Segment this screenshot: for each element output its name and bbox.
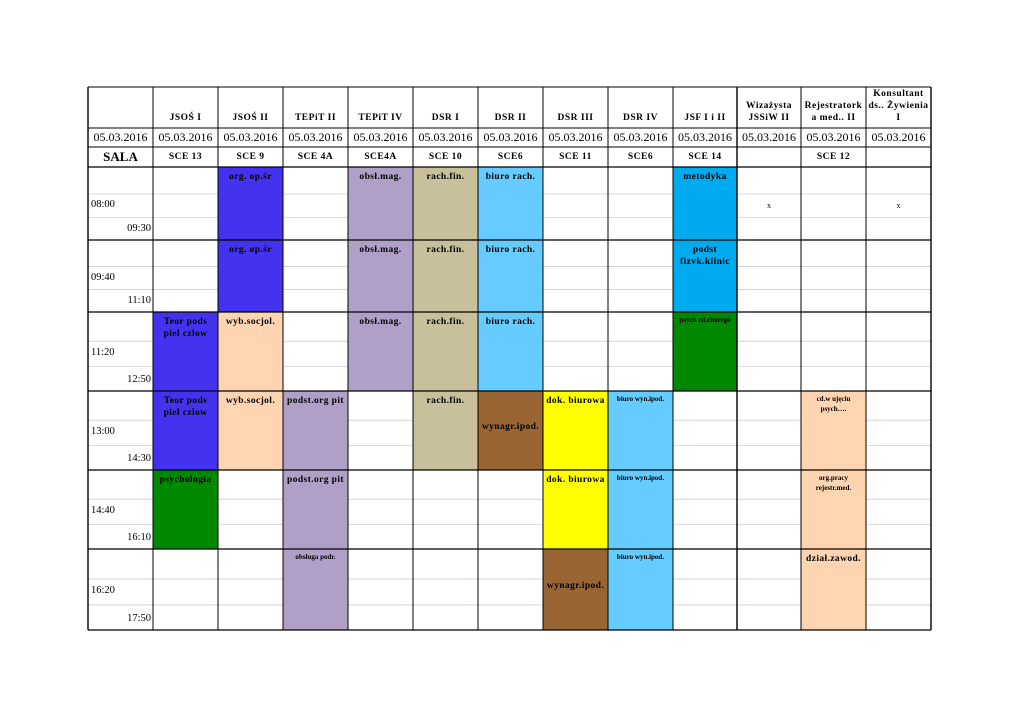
column-header: Wizażysta JSSiW II xyxy=(745,101,792,123)
class-label: dok. biurowa xyxy=(546,475,605,485)
date-cell: 05.03.2016 xyxy=(871,130,926,144)
date-cell: 05.03.2016 xyxy=(418,130,473,144)
column-header: DSR III xyxy=(557,113,594,123)
class-label: obsł.mag. xyxy=(359,172,402,182)
class-label: rach.fin. xyxy=(426,245,465,255)
class-label: podst.org pit xyxy=(287,475,344,485)
class-label: biuro rach. xyxy=(485,245,536,255)
column-header: JSF I i II xyxy=(684,113,726,123)
date-cell: 05.03.2016 xyxy=(223,130,278,144)
class-label: Teor pods piel czlow xyxy=(163,396,208,418)
room-cell: SCE 12 xyxy=(816,152,851,162)
slot-start-time: 14:40 xyxy=(91,504,115,516)
class-label: biuro rach. xyxy=(485,317,536,327)
date-cell: 05.03.2016 xyxy=(678,130,732,144)
room-cell: SCE 9 xyxy=(236,152,265,162)
date-cell: 05.03.2016 xyxy=(613,130,668,144)
room-cell: SCE6 xyxy=(627,152,654,162)
slot-end-time: 16:10 xyxy=(127,532,151,543)
class-label: biuro rach. xyxy=(485,172,536,182)
class-label: wynagr.ipod. xyxy=(481,422,540,433)
class-label: obsługa podr. xyxy=(295,553,336,561)
class-label: org.pracy rejestr.med. xyxy=(815,474,852,492)
date-cell: 05.03.2016 xyxy=(93,130,148,144)
column-header: Rejestratork a med.. II xyxy=(804,101,863,123)
room-cell: SCE4A xyxy=(364,152,397,162)
mark-x: x xyxy=(896,200,901,210)
slot-start-time: 16:20 xyxy=(91,584,115,596)
column-header: DSR IV xyxy=(623,113,658,123)
column-header: TEPiT II xyxy=(294,113,337,123)
room-cell: SCE6 xyxy=(497,152,524,162)
date-cell: 05.03.2016 xyxy=(548,130,603,144)
slot-start-time: 09:40 xyxy=(91,271,115,283)
slot-end-time: 09:30 xyxy=(127,223,151,234)
class-label: psychologia xyxy=(159,475,212,485)
slot-end-time: 17:50 xyxy=(127,613,151,624)
mark-x: x xyxy=(767,200,771,210)
class-label: podst.org pit xyxy=(287,396,344,406)
class-label: dok. biurowa xyxy=(546,396,605,406)
column-header: DSR I xyxy=(431,113,460,123)
class-label: rach.fin. xyxy=(426,396,465,406)
column-header: DSR II xyxy=(494,113,527,123)
class-label: biuro wyn.ipod. xyxy=(616,553,665,561)
date-cell: 05.03.2016 xyxy=(353,130,408,144)
date-cell: 05.03.2016 xyxy=(158,130,213,144)
column-header: JSOŚ II xyxy=(232,113,269,123)
class-label: podst fizvk.klinic xyxy=(680,245,730,267)
date-cell: 05.03.2016 xyxy=(742,130,796,144)
slot-end-time: 12:50 xyxy=(127,374,151,385)
room-cell: SCE 14 xyxy=(688,152,722,162)
class-label: rach.fin. xyxy=(426,172,465,182)
slot-end-time: 11:10 xyxy=(127,295,151,306)
class-label: obsł.mag. xyxy=(359,245,402,255)
slot-start-time: 11:20 xyxy=(91,346,115,358)
slot-start-time: 08:00 xyxy=(91,199,115,211)
room-cell: SCE 4A xyxy=(297,152,334,162)
class-label: biuro wyn.ipod. xyxy=(616,474,665,482)
sala-label: SALA xyxy=(103,149,138,164)
class-label: org. op.śr xyxy=(229,245,272,255)
date-cell: 05.03.2016 xyxy=(806,130,861,144)
class-label: Teor pods piel czlow xyxy=(163,317,208,339)
class-label: metodyka xyxy=(683,172,727,182)
room-cell: SCE 11 xyxy=(559,152,592,162)
date-cell: 05.03.2016 xyxy=(288,130,343,144)
column-header: TEPiT IV xyxy=(358,113,403,123)
class-label: wyb.socjol. xyxy=(225,317,276,327)
class-label: org. op.śr xyxy=(229,172,272,182)
room-cell: SCE 10 xyxy=(428,152,463,162)
column-header: JSOŚ I xyxy=(169,113,202,123)
slot-end-time: 14:30 xyxy=(127,453,151,464)
class-label: biuro wyn.ipod. xyxy=(616,395,665,403)
class-label: rach.fin. xyxy=(426,317,465,327)
room-cell: SCE 13 xyxy=(168,152,203,162)
date-cell: 05.03.2016 xyxy=(483,130,538,144)
slot-start-time: 13:00 xyxy=(91,425,115,437)
class-label: dział.zawod. xyxy=(806,554,861,564)
column-header: Konsultant ds.. Żywienia I xyxy=(868,89,929,123)
class-label: psych cd.chorego xyxy=(679,316,731,324)
class-label: obsł.mag. xyxy=(359,317,402,327)
class-label: cd.w ujęciu psych…. xyxy=(816,395,851,413)
class-label: wyb.socjol. xyxy=(225,396,276,406)
class-label: wynagr.ipod. xyxy=(546,580,605,591)
